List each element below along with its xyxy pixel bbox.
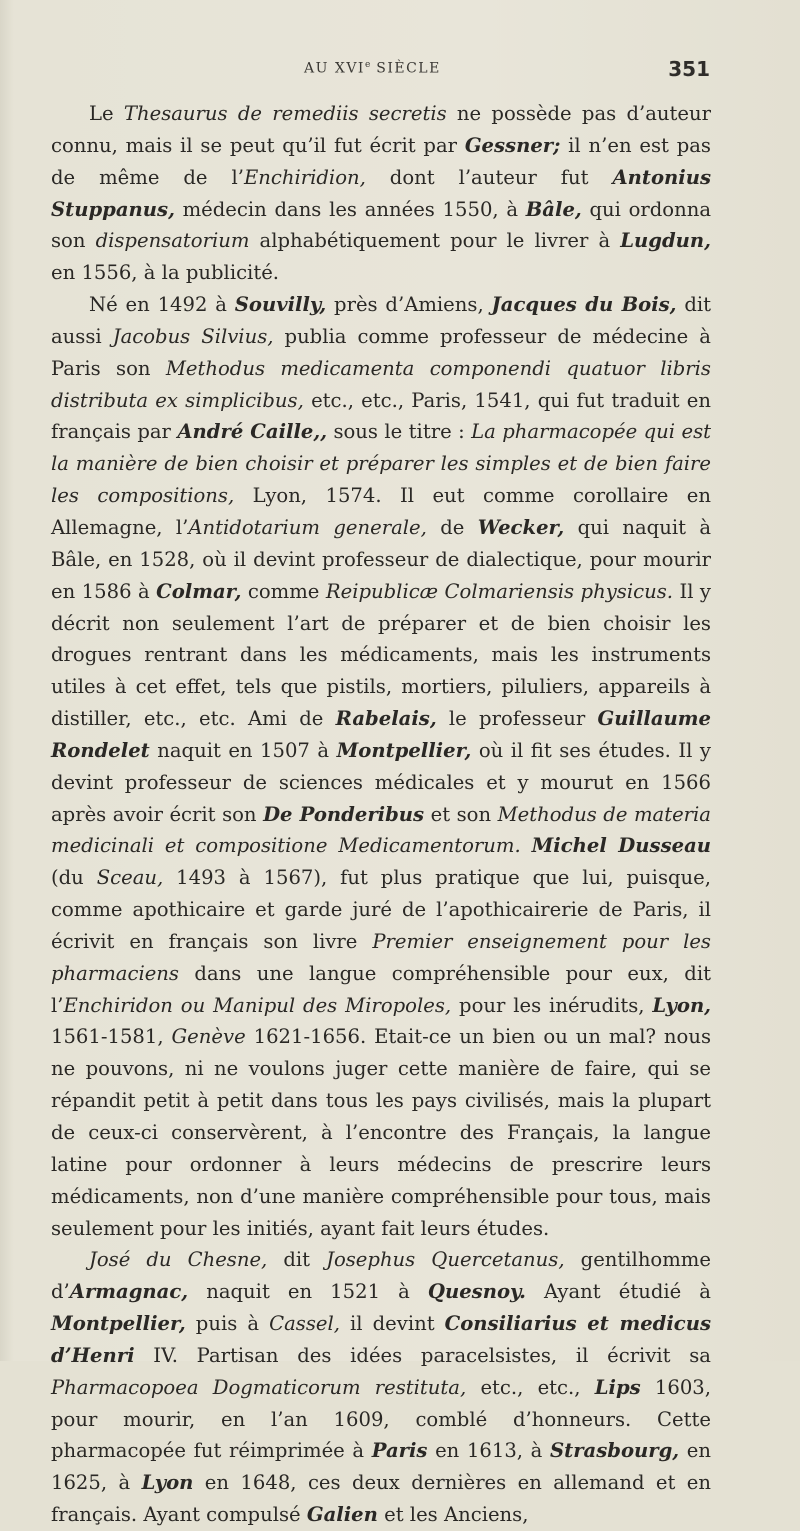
italic-text-run: Antidotarium generale, — [188, 515, 427, 539]
paragraph — [51, 98, 711, 289]
italic-text-run: Montpellier, — [51, 1312, 186, 1336]
text-run: où il fit ses études. Il y devint professeur de sciences médicales et y mourut en 1566 après avoir écrit son — [51, 738, 711, 826]
italic-text-run: Jacques du Bois, — [491, 293, 677, 317]
italic-text-run: Bâle, — [525, 197, 582, 221]
italic-text-run: Guillaume Rondelet — [51, 707, 711, 762]
italic-text-run: Pharmacopoea Dogmaticorum restituta, — [51, 1375, 467, 1399]
running-title — [304, 60, 441, 77]
text-run: naquit en 1507 à — [149, 738, 337, 762]
italic-text-run: Enchiridion, — [243, 165, 366, 189]
text-run: sous le titre : — [327, 420, 472, 444]
italic-text-run: André Caille,, — [177, 420, 328, 444]
italic-text-run: José du Chesne, — [89, 1248, 268, 1272]
page-header — [0, 57, 800, 86]
text-run: dont l’auteur fut — [365, 165, 613, 189]
text-run: 1621-1656. Etait-ce un bien ou un mal? nous ne pouvons, ni ne voulons juger cette manière de faire, qui se répandit petit à petit dans tous les pays civilisés, mais la plupart de ceux-ci conservèrent, à l’encontre des Français, la langue latine pour ordonner à leurs médecins de prescrire leurs médicaments, non d’une manière compréhensible pour tous, mais seulement pour les initiés, ayant fait leurs études. — [51, 1025, 711, 1240]
italic-text-run: Methodus de materia medicinali et compositione Medicamentorum. — [51, 802, 711, 858]
italic-text-run: Montpellier, — [336, 738, 472, 762]
text-run: en 1556, à la publicité. — [51, 261, 280, 285]
italic-text-run: Rabelais, — [335, 707, 437, 731]
text-run: en 1648, ces deux dernières en allemand et en français. Ayant compulsé — [51, 1471, 711, 1527]
italic-text-run: dispensatorium — [95, 229, 250, 253]
italic-text-run: Lips — [594, 1375, 641, 1399]
page-number: 351 — [668, 57, 710, 81]
italic-text-run: Galien — [306, 1503, 378, 1527]
italic-text-run: Lyon, — [652, 993, 712, 1017]
text-run: comme — [241, 579, 326, 603]
italic-text-run: De Ponderibus — [263, 802, 425, 826]
text-run: le professeur — [436, 707, 598, 731]
text-run: puis à — [185, 1312, 270, 1336]
running-title-superscript: e — [364, 60, 371, 70]
text-run: de — [426, 515, 478, 539]
text-run: dans une langue compréhensible pour eux, dit l’ — [51, 961, 711, 1017]
text-run: 1603, pour mourir, en l’an 1609, comblé d’honneurs. Cette pharmacopée fut réimprimée à — [51, 1375, 712, 1463]
text-run: Le — [89, 102, 124, 125]
italic-text-run: Sceau, — [96, 866, 164, 890]
text-run: dit aussi — [51, 293, 712, 348]
running-title-text: AU XVI — [304, 60, 365, 77]
text-run: qui naquit à Bâle, en 1528, où il devint professeur de dialectique, pour mourir en 1586 à — [51, 515, 712, 603]
text-run: médecin dans les années 1550, à — [174, 197, 526, 221]
text-run: il n’en est pas de même de l’ — [51, 133, 711, 189]
italic-text-run: Wecker, — [477, 515, 565, 539]
text-run: ne possède pas d’auteur connu, mais il se peut qu’il fut écrit par — [51, 102, 711, 157]
italic-text-run: Enchiridon ou Manipul des Miropoles, — [63, 993, 452, 1017]
italic-text-run: La pharmacopée qui est la manière de bien choisir et préparer les simples et de bien faire les compositions, — [51, 420, 711, 508]
italic-text-run: Antonius Stuppanus, — [51, 165, 711, 221]
text-run: dit — [267, 1248, 327, 1272]
italic-text-run: Lugdun, — [620, 229, 711, 253]
text-run: gentilhomme d’ — [51, 1248, 711, 1304]
italic-text-run: Armagnac, — [69, 1280, 189, 1304]
text-run: qui ordonna son — [51, 197, 712, 253]
text-run: en 1613, à — [427, 1439, 550, 1463]
italic-text-run: Gessner; — [464, 133, 561, 157]
italic-text-run: Genève — [171, 1025, 246, 1049]
text-run: 1493 à 1567), fut plus pratique que lui, puisque, comme apothicaire et garde juré de l’apothicairerie de Paris, il écrivit en français son livre — [51, 866, 711, 953]
text-run: 1561-1581, — [51, 1025, 172, 1049]
italic-text-run: Paris — [371, 1439, 428, 1463]
text-run: Ayant étudié à — [525, 1280, 711, 1304]
running-title-suffix: SIÈCLE — [370, 60, 441, 77]
italic-text-run: Jacobus Silvius, — [112, 324, 274, 348]
text-run: pour les inérudits, — [451, 993, 653, 1017]
text-run — [521, 834, 532, 857]
text-run: Il y décrit non seulement l’art de préparer et de bien choisir les drogues rentrant dans les médicaments, mais les instruments utiles à cet effet, tels que pistils, mortiers, piluliers, appareils à distiller, etc., etc. Ami de — [51, 579, 711, 731]
text-run: Lyon, 1574. Il eut comme corollaire en Allemagne, l’ — [51, 484, 711, 539]
text-run: (du — [51, 866, 97, 890]
text-run: en 1625, à — [51, 1439, 711, 1495]
italic-text-run: Reipublicæ Colmariensis physicus. — [325, 579, 673, 603]
text-run: publia comme professeur de médecine à Paris son — [51, 324, 711, 380]
text-run: Né en 1492 à — [89, 293, 235, 317]
italic-text-run: Cassel, — [269, 1312, 340, 1336]
italic-text-run: Colmar, — [156, 579, 242, 603]
text-run: près d’Amiens, — [326, 293, 492, 317]
text-run: naquit en 1521 à — [188, 1280, 428, 1304]
italic-text-run: Souvilly, — [234, 293, 327, 317]
text-run: etc., etc., Paris, 1541, qui fut traduit en français par — [51, 388, 712, 444]
text-run: etc., etc., — [466, 1375, 595, 1399]
page-body — [51, 98, 711, 1531]
text-run: IV. Partisan des idées paracelsistes, il écrivit sa — [134, 1343, 711, 1367]
italic-text-run: Consiliarius et medicus d’Henri — [51, 1312, 712, 1367]
paragraph — [51, 1244, 711, 1531]
text-run: et son — [424, 802, 498, 826]
italic-text-run: Methodus medicamenta componendi quatuor libris distributa ex simplicibus, — [51, 356, 711, 412]
text-run: alphabétiquement pour le livrer à — [249, 229, 621, 253]
italic-text-run: Thesaurus de remediis secretis — [123, 102, 447, 125]
italic-text-run: Strasbourg, — [550, 1439, 680, 1463]
italic-text-run: Josephus Quercetanus, — [326, 1248, 565, 1272]
italic-text-run: Quesnoy. — [427, 1280, 526, 1304]
italic-text-run: Premier enseignement pour les pharmaciens — [51, 929, 711, 985]
paragraph — [51, 289, 711, 1244]
italic-text-run: Michel Dusseau — [531, 834, 712, 858]
italic-text-run: Lyon — [141, 1471, 194, 1495]
text-run: et les Anciens, — [377, 1503, 529, 1527]
text-run: il devint — [339, 1312, 445, 1336]
